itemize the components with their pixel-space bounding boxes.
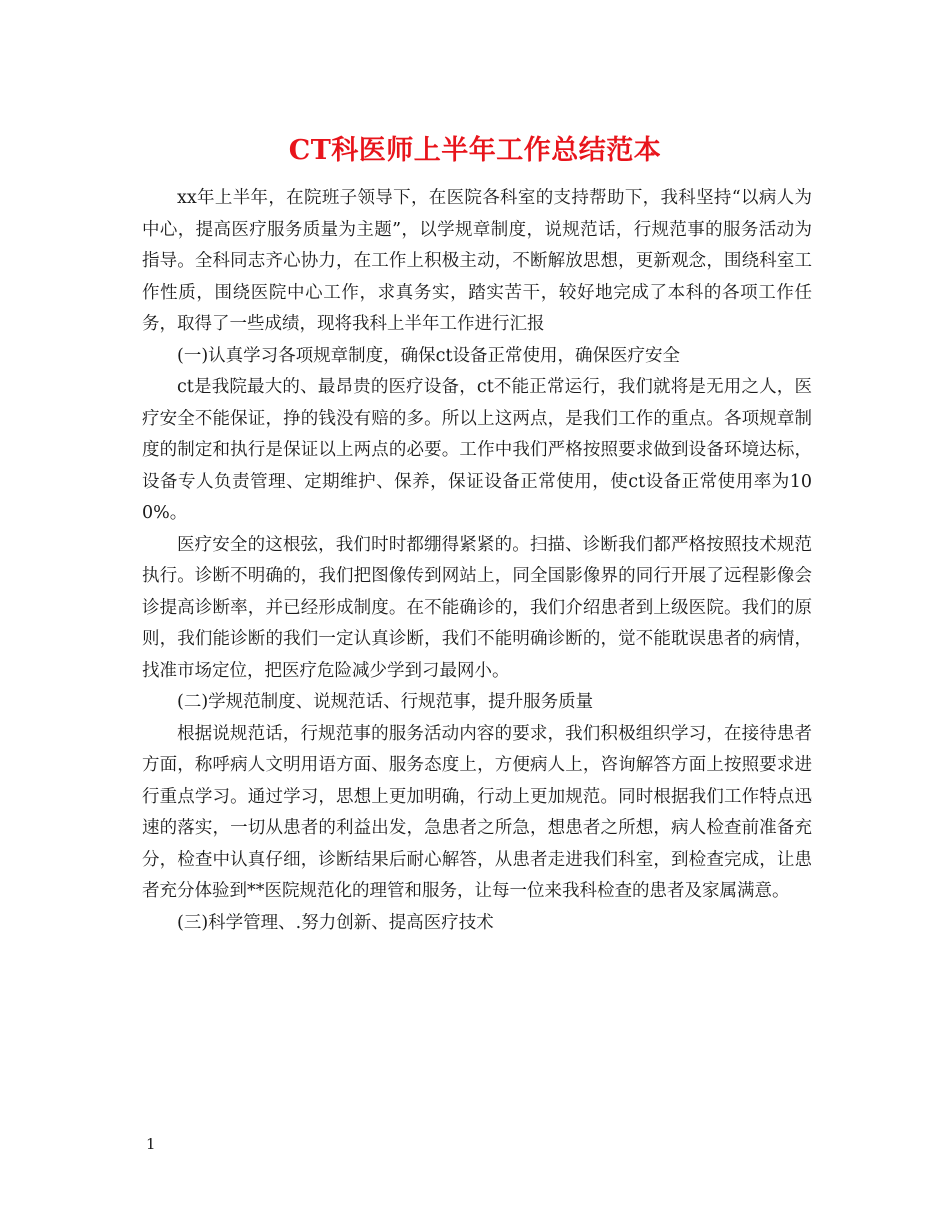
- section-2-paragraph-1: 根据说规范话，行规范事的服务活动内容的要求，我们积极组织学习，在接待患者方面，称呼病人文明用语方面、服务态度上，方便病人上，咨询解答方面上按照要求进行重点学习。通过学习，思想上更加明确，行动上更加规范。同时根据我们工作特点迅速的落实，一切从患者的利益出发，急患者之所急，想患者之所想，病人检查前准备充分，检查中认真仔细，诊断结果后耐心解答，从患者走进我们科室，到检查完成，让患者充分体验到**医院规范化的理管和服务，让每一位来我科检查的患者及家属满意。: [142, 723, 812, 901]
- section-heading-3: (三)科学管理、.努力创新、提高医疗技术: [177, 912, 494, 933]
- section-heading-1: (一)认真学习各项规章制度，确保ct设备正常使用，确保医疗安全: [177, 345, 680, 366]
- section-heading-2: (二)学规范制度、说规范话、行规范事，提升服务质量: [177, 692, 594, 712]
- section-1-paragraph-1: ct是我院最大的、最昂贵的医疗设备，ct不能正常运行，我们就将是无用之人，医疗安全不能保证，挣的钱没有赔的多。所以上这两点，是我们工作的重点。各项规章制度的制定和执行是保证以上两点的必要。工作中我们严格按照要求做到设备环境达标，设备专人负责管理、定期维护、保养，保证设备正常使用，使ct设备正常使用率为100%。: [142, 377, 812, 523]
- document-body: [142, 183, 812, 939]
- intro-paragraph: xx年上半年，在院班子领导下，在医院各科室的支持帮助下，我科坚持“以病人为中心，提高医疗服务质量为主题”，以学规章制度，说规范话，行规范事的服务活动为指导。全科同志齐心协力，在工作上积极主动，不断解放思想，更新观念，围绕科室工作性质，围绕医院中心工作，求真务实，踏实苦干，较好地完成了本科的各项工作任务，取得了一些成绩，现将我科上半年工作进行汇报: [142, 188, 812, 334]
- document-title: CT科医师上半年工作总结范本: [288, 135, 662, 166]
- section-1-paragraph-2: 医疗安全的这根弦，我们时时都绷得紧紧的。扫描、诊断我们都严格按照技术规范执行。诊断不明确的，我们把图像传到网站上，同全国影像界的同行开展了远程影像会诊提高诊断率，并已经形成制度。在不能确诊的，我们介绍患者到上级医院。我们的原则，我们能诊断的我们一定认真诊断，我们不能明确诊断的，觉不能耽误患者的病情，找准市场定位，把医疗危险减少学到刁最网小。: [142, 534, 812, 681]
- page-number: 1: [146, 1135, 156, 1153]
